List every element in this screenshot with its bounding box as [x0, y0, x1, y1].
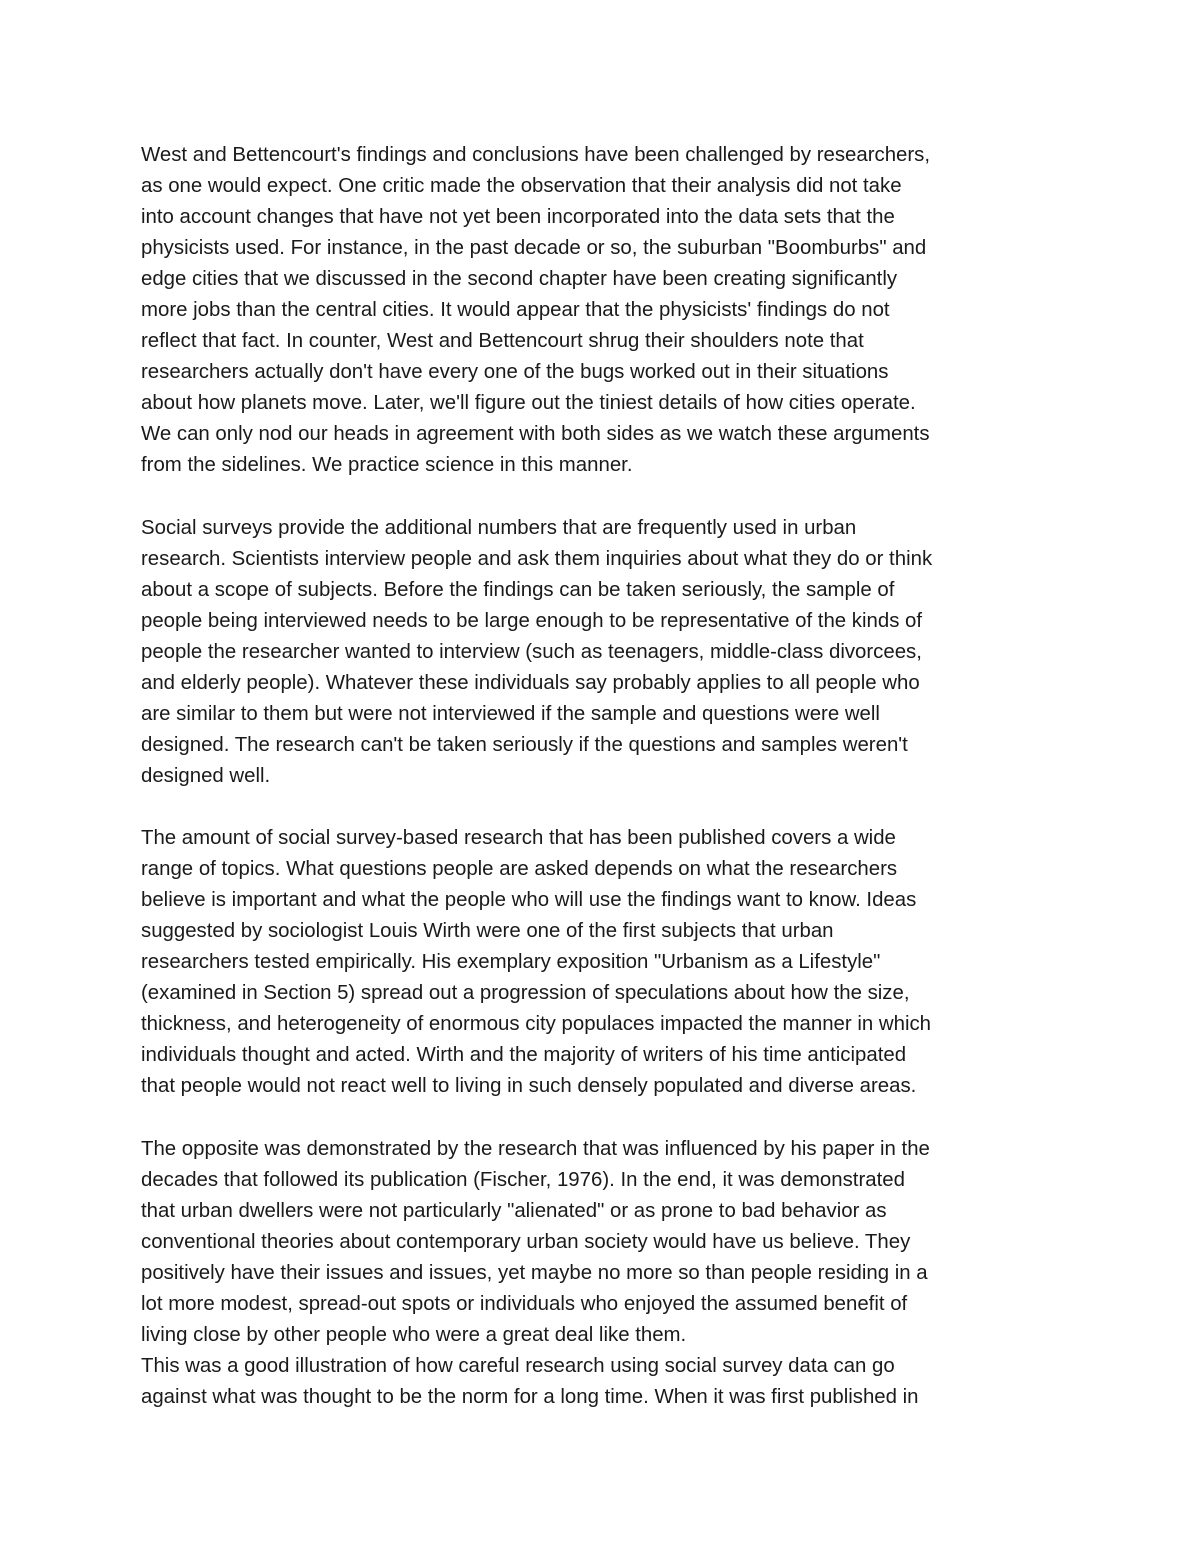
text-line: researchers actually don't have every one of the bugs worked out in their situations — [141, 361, 889, 384]
text-line: (examined in Section 5) spread out a progression of speculations about how the size, — [141, 982, 910, 1005]
text-line: research. Scientists interview people and ask them inquiries about what they do or think — [141, 547, 933, 570]
text-line: from the sidelines. We practice science in this manner. — [141, 454, 633, 477]
text-line: conventional theories about contemporary urban society would have us believe. They — [141, 1230, 911, 1253]
document-body — [141, 140, 1071, 1413]
text-line: people the researcher wanted to interview (such as teenagers, middle-class divorcees, — [141, 640, 922, 663]
text-line: designed. The research can't be taken seriously if the questions and samples weren't — [141, 733, 908, 756]
text-line: reflect that fact. In counter, West and Bettencourt shrug their shoulders note that — [141, 330, 864, 353]
text-line: lot more modest, spread-out spots or individuals who enjoyed the assumed benefit of — [141, 1292, 908, 1315]
text-line: This was a good illustration of how careful research using social survey data can go — [141, 1354, 895, 1377]
text-line: believe is important and what the people who will use the findings want to know. Ideas — [141, 889, 917, 912]
text-line: physicists used. For instance, in the past decade or so, the suburban "Boomburbs" and — [141, 237, 927, 260]
text-line: edge cities that we discussed in the second chapter have been creating significantly — [141, 268, 898, 291]
text-line: about how planets move. Later, we'll figure out the tiniest details of how cities operate. — [141, 392, 916, 415]
text-line: The opposite was demonstrated by the research that was influenced by his paper in the — [141, 1137, 930, 1160]
paragraph-gap — [141, 1102, 1071, 1133]
text-line: are similar to them but were not interviewed if the sample and questions were well — [141, 702, 880, 725]
paragraph-1 — [141, 140, 1071, 482]
text-line: individuals thought and acted. Wirth and the majority of writers of his time anticipated — [141, 1044, 907, 1067]
text-line: people being interviewed needs to be large enough to be representative of the kinds of — [141, 609, 923, 632]
text-line: decades that followed its publication (Fischer, 1976). In the end, it was demonstrated — [141, 1168, 905, 1191]
text-line: that urban dwellers were not particularly "alienated" or as prone to bad behavior as — [141, 1199, 887, 1222]
text-line: living close by other people who were a great deal like them. — [141, 1323, 687, 1346]
text-line: researchers tested empirically. His exemplary exposition "Urbanism as a Lifestyle" — [141, 951, 881, 974]
text-line: and elderly people). Whatever these individuals say probably applies to all people who — [141, 671, 920, 694]
text-line: into account changes that have not yet been incorporated into the data sets that the — [141, 206, 895, 229]
text-line: that people would not react well to living in such densely populated and diverse areas. — [141, 1075, 917, 1098]
text-line: positively have their issues and issues, yet maybe no more so than people residing in a — [141, 1261, 928, 1284]
text-line: against what was thought to be the norm for a long time. When it was first published in — [141, 1385, 919, 1408]
text-line: designed well. — [141, 764, 271, 787]
text-line: range of topics. What questions people are asked depends on what the researchers — [141, 858, 898, 881]
text-line: more jobs than the central cities. It would appear that the physicists' findings do not — [141, 299, 890, 322]
text-line: thickness, and heterogeneity of enormous city populaces impacted the manner in which — [141, 1013, 932, 1036]
text-line: as one would expect. One critic made the observation that their analysis did not take — [141, 175, 902, 198]
paragraph-4 — [141, 1134, 1071, 1413]
text-line: Social surveys provide the additional numbers that are frequently used in urban — [141, 516, 857, 539]
text-line: about a scope of subjects. Before the findings can be taken seriously, the sample of — [141, 578, 895, 601]
text-line: The amount of social survey-based research that has been published covers a wide — [141, 827, 896, 850]
paragraph-3 — [141, 823, 1071, 1102]
paragraph-gap — [141, 792, 1071, 823]
text-line: suggested by sociologist Louis Wirth were one of the first subjects that urban — [141, 920, 834, 943]
text-line: We can only nod our heads in agreement with both sides as we watch these arguments — [141, 423, 930, 446]
text-line: West and Bettencourt's findings and conclusions have been challenged by researchers, — [141, 144, 931, 166]
paragraph-gap — [141, 482, 1071, 513]
paragraph-2 — [141, 513, 1071, 792]
